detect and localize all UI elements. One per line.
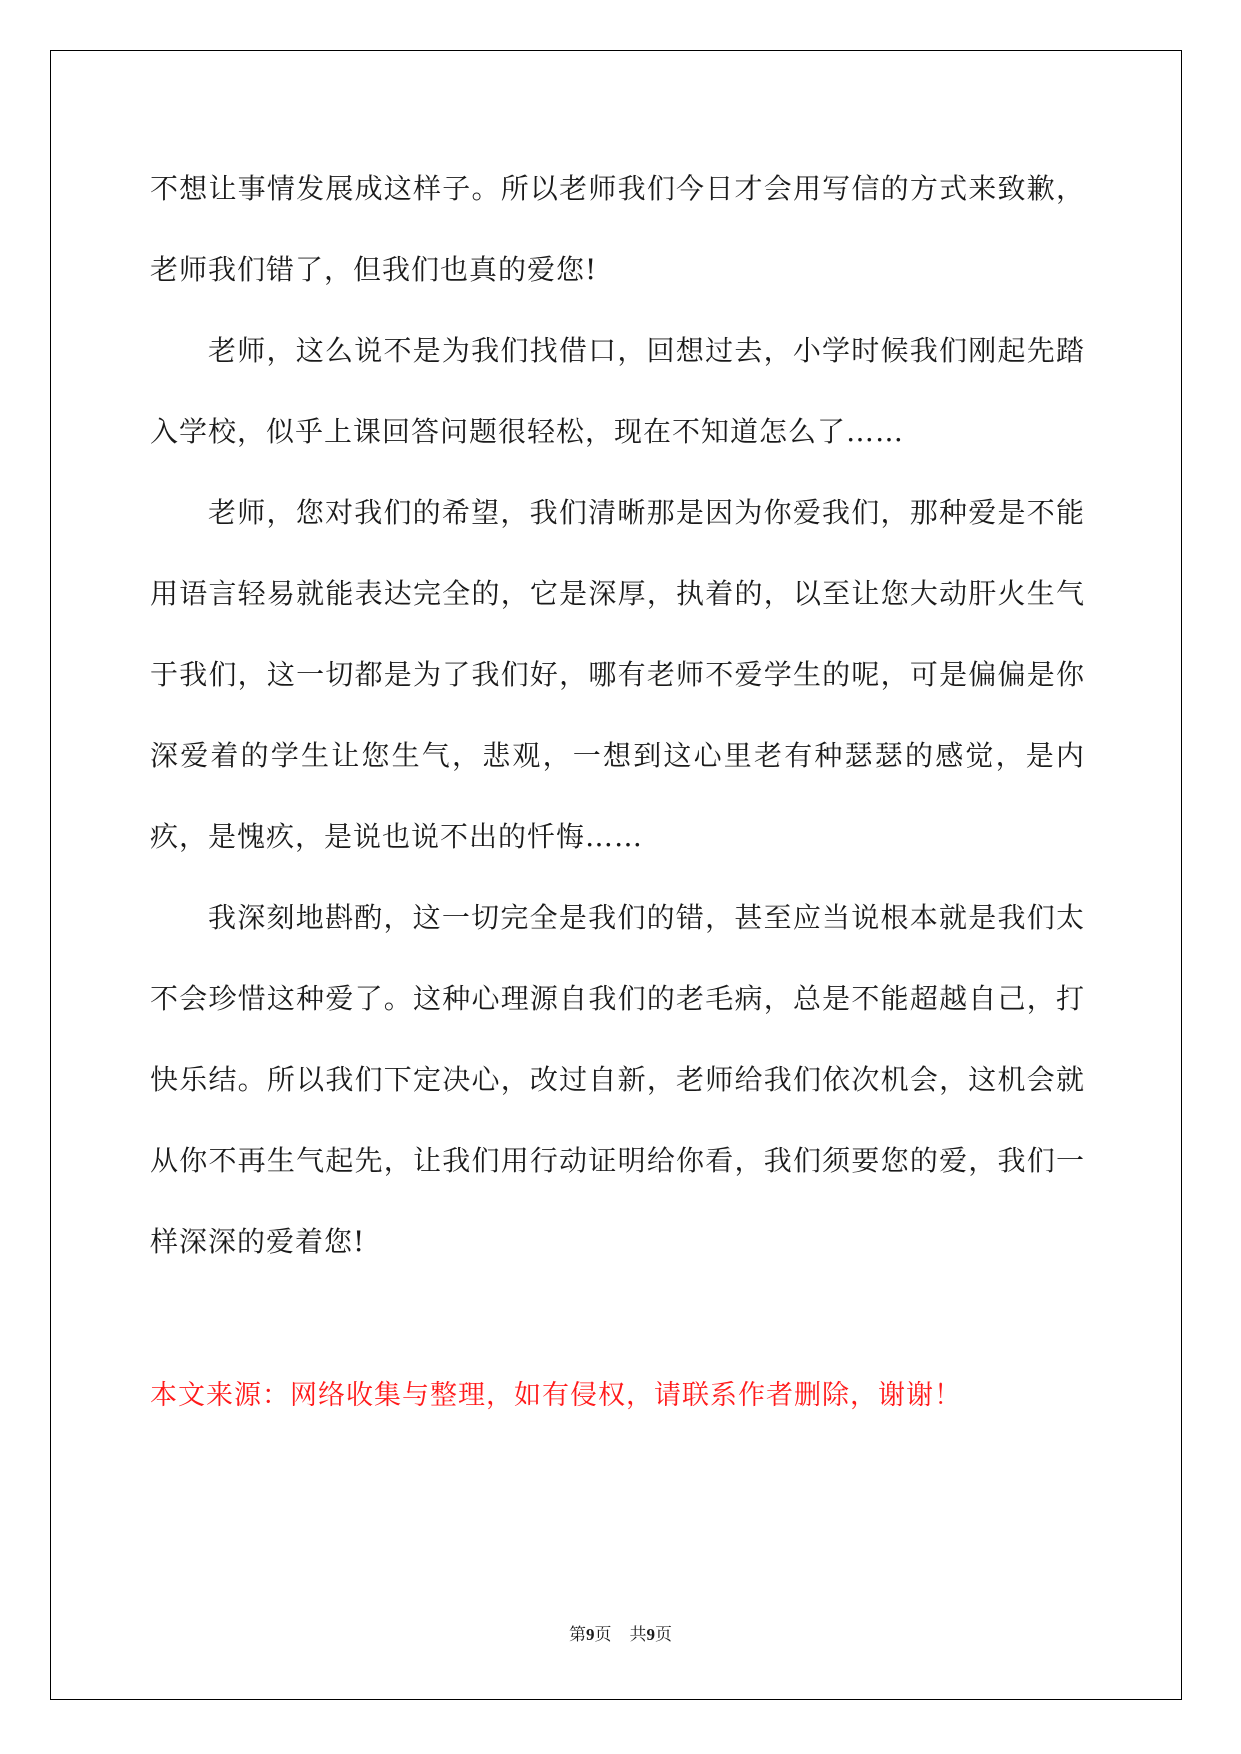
total-prefix: 共 [629,1625,647,1645]
source-note: 本文来源：网络收集与整理，如有侵权，请联系作者删除，谢谢！ [150,1380,962,1411]
document-body [150,148,1085,1282]
paragraph-3: 老师，您对我们的希望，我们清晰那是因为你爱我们，那种爱是不能用语言轻易就能表达完全的，它是深厚，执着的，以至让您大动肝火生气于我们，这一切都是为了我们好，哪有老师不爱学生的呢，可是偏偏是你深爱着的学生让您生气，悲观，一想到这心里老有种瑟瑟的感觉，是内疚，是愧疚，是说也说不出的忏悔…… [150,496,1085,853]
page-footer [0,1620,1241,1645]
page-suffix: 页 [594,1625,612,1645]
total-suffix: 页 [655,1625,672,1645]
page-prefix: 第 [569,1625,586,1645]
page-total: 9 [646,1625,655,1644]
paragraph-2: 老师，这么说不是为我们找借口，回想过去，小学时候我们刚起先踏入学校，似乎上课回答问题很轻松，现在不知道怎么了…… [150,334,1085,448]
page-number: 9 [586,1625,595,1644]
paragraph-4: 我深刻地斟酌，这一切完全是我们的错，甚至应当说根本就是我们太不会珍惜这种爱了。这种心理源自我们的老毛病，总是不能超越自己，打快乐结。所以我们下定决心，改过自新，老师给我们依次机会，这机会就从你不再生气起先，让我们用行动证明给你看，我们须要您的爱，我们一样深深的爱着您! [150,901,1085,1258]
paragraph-1: 不想让事情发展成这样子。所以老师我们今日才会用写信的方式来致歉，老师我们错了，但我们也真的爱您! [150,172,1085,286]
